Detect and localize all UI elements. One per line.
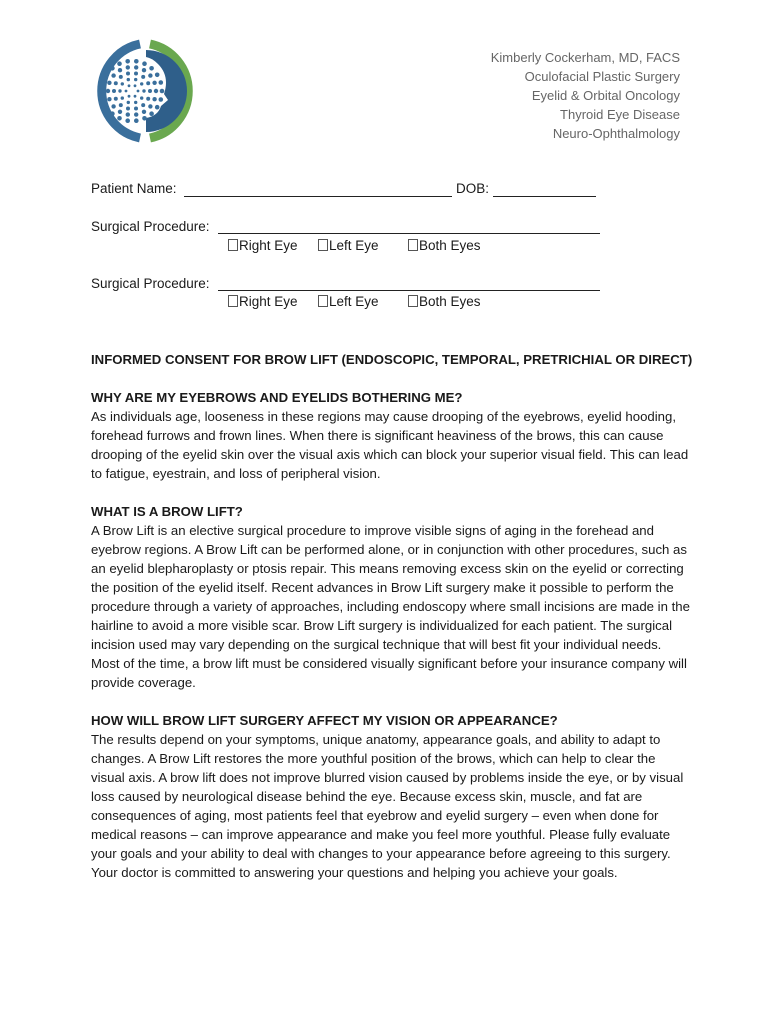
logo-dot (107, 97, 111, 101)
procedure-1-left-eye[interactable]: Left Eye (318, 238, 379, 253)
procedure-2-both-eyes[interactable]: Both Eyes (408, 294, 481, 309)
logo-dot (134, 59, 139, 64)
logo-dot (155, 105, 160, 110)
procedure-1-field[interactable] (218, 233, 600, 234)
logo-dot (117, 61, 122, 66)
procedure-2-row (91, 276, 210, 291)
logo-dot (105, 105, 110, 110)
logo-dot (106, 89, 110, 93)
logo-dot (111, 104, 115, 108)
specialty-1: Oculofacial Plastic Surgery (524, 69, 680, 84)
logo-dot (118, 89, 121, 92)
practice-header (491, 48, 680, 143)
logo-dot (154, 89, 158, 93)
logo-dot (141, 103, 145, 107)
specialty-4: Neuro-Ophthalmology (552, 126, 680, 141)
logo-dot (137, 90, 140, 93)
logo-dot (101, 80, 106, 85)
checkbox-icon[interactable] (408, 295, 418, 307)
logo-dot (134, 101, 137, 104)
logo-dot (159, 97, 164, 102)
patient-name-label: Patient Name: (91, 181, 177, 196)
logo-dot (134, 112, 138, 116)
logo-dot (126, 65, 130, 69)
section-heading-what: WHAT IS A BROW LIFT? (91, 504, 243, 519)
section-heading-how: HOW WILL BROW LIFT SURGERY AFFECT MY VISION OR APPEARANCE? (91, 713, 558, 728)
logo-dot (100, 89, 105, 94)
logo-dot (152, 97, 156, 101)
logo-dot (142, 116, 147, 121)
procedure-2-field[interactable] (218, 290, 600, 291)
logo-dot (140, 82, 143, 85)
logo-dot (149, 66, 154, 71)
logo-dot (107, 81, 111, 85)
logo-dot (155, 73, 160, 78)
logo-dot (134, 107, 138, 111)
logo-dot (114, 97, 118, 101)
logo-dot (142, 61, 147, 66)
logo-dot (126, 107, 130, 111)
logo-dot (110, 66, 115, 71)
logo-dot (146, 81, 150, 85)
patient-name-row (91, 181, 177, 196)
logo-graphic (88, 36, 198, 146)
logo-dot (134, 72, 138, 76)
procedure-1-row (91, 219, 210, 234)
document-title: INFORMED CONSENT FOR BROW LIFT (ENDOSCOPIC, TEMPORAL, PRETRICHIAL OR DIRECT) (91, 352, 693, 367)
practice-logo (88, 36, 198, 146)
logo-dot (127, 78, 130, 81)
logo-dot (112, 89, 116, 93)
procedure-1-right-eye[interactable]: Right Eye (228, 238, 298, 253)
logo-dot (119, 75, 123, 79)
checkbox-icon[interactable] (318, 295, 328, 307)
logo-dot (105, 73, 110, 78)
logo-dot (114, 81, 118, 85)
logo-dot (148, 89, 152, 93)
procedure-2-label: Surgical Procedure: (91, 276, 210, 291)
procedure-1-label: Surgical Procedure: (91, 219, 210, 234)
consent-document (91, 350, 691, 901)
logo-dot (121, 96, 124, 99)
logo-dot (149, 111, 154, 116)
logo-dot (134, 84, 137, 87)
logo-dot (121, 82, 124, 85)
logo-dot (125, 118, 130, 123)
specialty-2: Eyelid & Orbital Oncology (531, 88, 680, 103)
logo-dot (111, 73, 115, 77)
logo-dot (134, 118, 139, 123)
specialty-3: Thyroid Eye Disease (560, 107, 680, 122)
dob-label: DOB: (456, 181, 490, 196)
section-body-why: As individuals age, looseness in these regions may cause drooping of the eyebrows, eyelid hooding, forehead furrows and frown lines. When there is significant heaviness of the brows, this can cause drooping of the eyelid skin over the visual axis which can block your superior visual field. This can lead to fatigue, eyestrain, and loss of peripheral vision. (91, 409, 689, 481)
logo-dot (119, 103, 123, 107)
logo-dot (148, 73, 152, 77)
logo-dot (152, 81, 156, 85)
logo-dot (142, 89, 145, 92)
procedure-1-both-eyes[interactable]: Both Eyes (408, 238, 481, 253)
logo-dot (134, 78, 137, 81)
logo-dot (110, 111, 115, 116)
patient-name-field[interactable] (184, 196, 452, 197)
section-heading-why: WHY ARE MY EYEBROWS AND EYELIDS BOTHERING ME? (91, 390, 463, 405)
logo-dot (118, 68, 122, 72)
checkbox-icon[interactable] (228, 239, 238, 251)
logo-dot (127, 101, 130, 104)
section-body-what: A Brow Lift is an elective surgical procedure to improve visible signs of aging in the forehead and eyebrow regions. A Brow Lift can be performed alone, or in conjunction with other procedures, such as an eyelid blepharoplasty or ptosis repair. This means removing excess skin on the eyelid or correcting the position of the eyelid itself. Recent advances in Brow Lift surgery make it possible to perform the procedure through a variety of approaches, including endoscopy where small incisions are made in the hairline to avoid a more visible scar. Brow Lift surgery is individualized for each patient. The surgical incision used may vary depending on the surgical technique that will best fit your individual needs. Most of the time, a brow lift must be considered visually significant before your insurance company will provide coverage. (91, 523, 690, 690)
logo-dot (125, 90, 128, 93)
logo-dot (146, 97, 150, 101)
logo-dot (142, 110, 146, 114)
logo-dot (125, 59, 130, 64)
logo-dot (117, 116, 122, 121)
logo-dot (126, 72, 130, 76)
checkbox-icon[interactable] (318, 239, 328, 251)
logo-dot (118, 110, 122, 114)
logo-dot (159, 80, 164, 85)
procedure-2-left-eye[interactable]: Left Eye (318, 294, 379, 309)
logo-dot (134, 65, 138, 69)
checkbox-icon[interactable] (228, 295, 238, 307)
checkbox-icon[interactable] (408, 239, 418, 251)
dob-row (456, 181, 489, 196)
dob-field[interactable] (493, 196, 596, 197)
logo-dot (142, 68, 146, 72)
procedure-2-right-eye[interactable]: Right Eye (228, 294, 298, 309)
logo-dot (141, 75, 145, 79)
doctor-name: Kimberly Cockerham, MD, FACS (490, 50, 680, 65)
logo-dot (140, 96, 143, 99)
logo-dot (128, 95, 131, 98)
logo-dot (160, 89, 165, 94)
logo-dot (101, 97, 106, 102)
logo-dot (126, 112, 130, 116)
section-body-how: The results depend on your symptoms, unique anatomy, appearance goals, and ability to adapt to changes. A Brow Lift restores the more youthful position of the brows, which can help to clear the visual axis. A brow lift does not improve blurred vision caused by problems inside the eye, or by visual loss caused by neurological disease behind the eye. Because excess skin, muscle, and fat are consequences of aging, most patients feel that eyebrow and eyelid surgery – even when done for medical reasons – can improve appearance and make you feel more youthful. Please fully evaluate your goals and your ability to deal with changes to your appearance before agreeing to this surgery. Your doctor is committed to answering your questions and helping you achieve your goals. (91, 732, 684, 880)
logo-dot (128, 84, 131, 87)
logo-dot (148, 104, 152, 108)
logo-dot (134, 95, 137, 98)
